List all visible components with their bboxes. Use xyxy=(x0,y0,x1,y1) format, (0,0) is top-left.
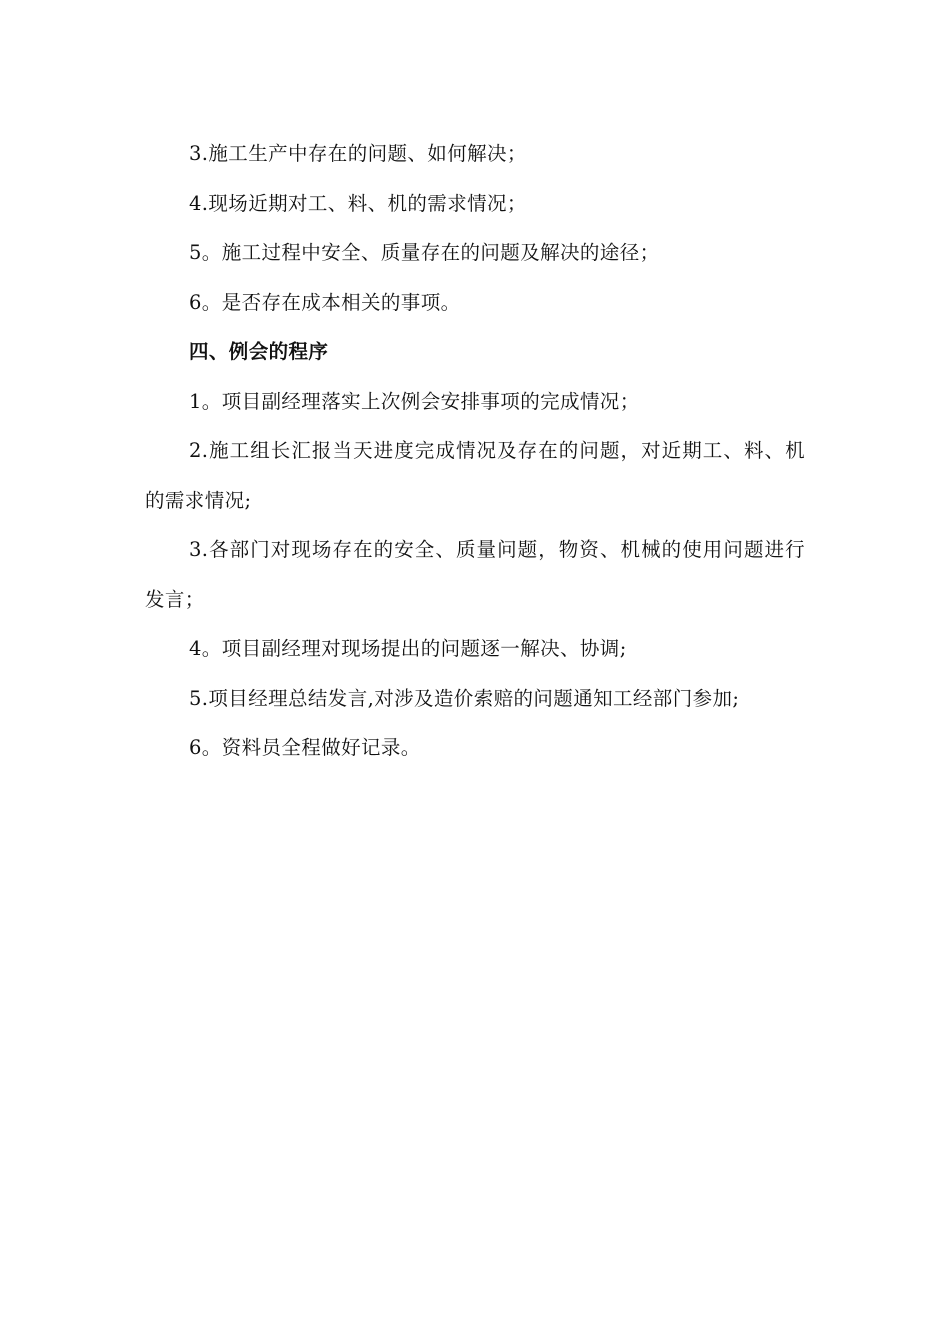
paragraph-item-4: 4.现场近期对工、料、机的需求情况； xyxy=(189,191,527,215)
paragraph-item-5: 5。施工过程中安全、质量存在的问题及解决的途径； xyxy=(189,241,660,264)
paragraph-item-6: 6。是否存在成本相关的事项。 xyxy=(189,290,461,314)
procedure-item-2: 2.施工组长汇报当天进度完成情况及存在的问题，对近期工、料、机的需求情况; xyxy=(145,439,805,512)
procedure-item-4: 4。项目副经理对现场提出的问题逐一解决、协调; xyxy=(189,637,627,660)
paragraph-item-3: 3.施工生产中存在的问题、如何解决； xyxy=(189,142,527,165)
section-heading: 四、例会的程序 xyxy=(189,340,329,363)
procedure-item-1: 1。项目副经理落实上次例会安排事项的完成情况； xyxy=(189,389,640,413)
procedure-item-6: 6。资料员全程做好记录。 xyxy=(189,736,421,759)
document-body xyxy=(145,129,805,773)
procedure-item-3: 3.各部门对现场存在的安全、质量问题，物资、机械的使用问题进行发言； xyxy=(145,538,805,611)
procedure-item-5: 5.项目经理总结发言,对涉及造价索赔的问题通知工经部门参加; xyxy=(189,686,740,710)
